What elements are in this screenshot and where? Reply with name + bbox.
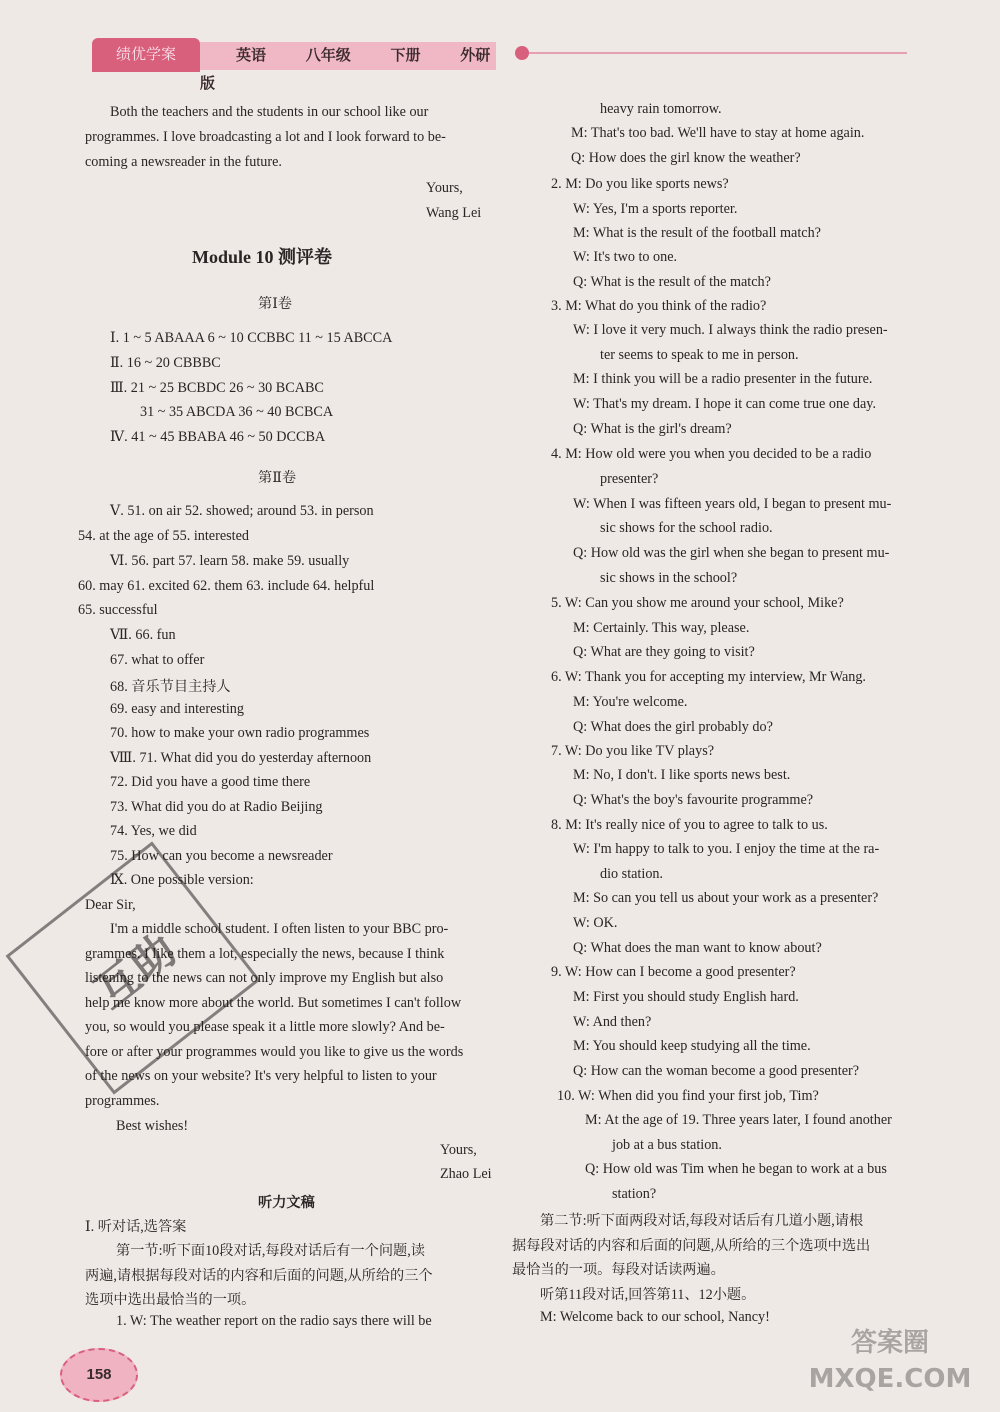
- left-text-line: 68. 音乐节目主持人: [110, 679, 231, 695]
- right-text-line: 2. M: Do you like sports news?: [551, 176, 729, 192]
- left-text-line: Module 10 测评卷: [192, 247, 333, 267]
- left-text-line: programmes. I love broadcasting a lot and I look forward to be-: [85, 129, 446, 145]
- right-text-line: ter seems to speak to me in person.: [600, 347, 799, 363]
- left-text-line: 54. at the age of 55. interested: [78, 528, 249, 544]
- watermark-corner-icon: 答案圈 MXQE.COM: [808, 1328, 972, 1394]
- right-text-line: W: When I was fifteen years old, I began to present mu-: [573, 496, 892, 512]
- page-number: 158: [60, 1348, 138, 1402]
- left-text-line: 70. how to make your own radio programmes: [110, 725, 370, 741]
- right-text-line: presenter?: [600, 471, 659, 487]
- left-text-line: 65. successful: [78, 602, 158, 618]
- left-text-line: 第Ⅱ卷: [258, 470, 297, 486]
- left-text-line: 31 ~ 35 ABCDA 36 ~ 40 BCBCA: [140, 404, 334, 420]
- right-text-line: station?: [612, 1186, 657, 1202]
- header-rule: [529, 52, 907, 54]
- left-text-line: Ⅷ. 71. What did you do yesterday afternoon: [110, 750, 372, 766]
- left-text-line: 选项中选出最恰当的一项。: [85, 1292, 256, 1308]
- right-text-line: Q: How old was the girl when she began to present mu-: [573, 545, 890, 561]
- right-text-line: 4. M: How old were you when you decided to be a radio: [551, 446, 872, 462]
- right-text-line: job at a bus station.: [612, 1137, 722, 1153]
- left-text-line: Best wishes!: [116, 1118, 189, 1134]
- right-text-line: W: And then?: [573, 1014, 652, 1030]
- right-text-line: Q: What is the result of the match?: [573, 274, 771, 290]
- right-text-line: 8. M: It's really nice of you to agree to talk to us.: [551, 817, 828, 833]
- left-text-line: Yours,: [440, 1142, 477, 1158]
- left-text-line: 75. How can you become a newsreader: [110, 848, 333, 864]
- right-text-line: 5. W: Can you show me around your school, Mike?: [551, 595, 844, 611]
- right-text-line: 9. W: How can I become a good presenter?: [551, 964, 796, 980]
- left-text-line: 第一节:听下面10段对话,每段对话后有一个问题,读: [116, 1243, 425, 1259]
- left-text-line: Ⅴ. 51. on air 52. showed; around 53. in person: [110, 503, 374, 519]
- left-text-line: grammes. I like them a lot, especially the news, because I think: [85, 946, 445, 962]
- left-text-line: Ⅰ. 1 ~ 5 ABAAA 6 ~ 10 CCBBC 11 ~ 15 ABCCA: [110, 330, 393, 346]
- header-band: [200, 42, 496, 92]
- left-text-line: programmes.: [85, 1093, 160, 1109]
- left-text-line: help me know more about the world. But sometimes I can't follow: [85, 995, 462, 1011]
- right-text-line: W: OK.: [573, 915, 618, 931]
- right-text-line: W: It's two to one.: [573, 249, 678, 265]
- left-text-line: Ⅳ. 41 ~ 45 BBABA 46 ~ 50 DCCBA: [110, 429, 326, 445]
- left-text-line: Ⅵ. 56. part 57. learn 58. make 59. usually: [110, 553, 350, 569]
- right-text-line: Q: How can the woman become a good presenter?: [573, 1063, 860, 1079]
- right-text-line: Q: What is the girl's dream?: [573, 421, 732, 437]
- left-text-line: 73. What did you do at Radio Beijing: [110, 799, 323, 815]
- left-text-line: Both the teachers and the students in our school like our: [110, 104, 429, 120]
- right-text-line: 第二节:听下面两段对话,每段对话后有几道小题,请根: [540, 1213, 864, 1229]
- header-volume: 下册: [390, 48, 421, 64]
- right-text-line: dio station.: [600, 866, 664, 882]
- left-text-line: 1. W: The weather report on the radio says there will be: [116, 1313, 432, 1329]
- left-text-line: 60. may 61. excited 62. them 63. include 64. helpful: [78, 578, 375, 594]
- right-text-line: heavy rain tomorrow.: [600, 101, 722, 117]
- left-text-line: Ⅰ. 听对话,选答案: [85, 1219, 187, 1235]
- right-text-line: W: I love it very much. I always think the radio presen-: [573, 322, 888, 338]
- left-text-line: fore or after your programmes would you like to give us the words: [85, 1044, 464, 1060]
- left-text-line: of the news on your website? It's very helpful to listen to your: [85, 1068, 437, 1084]
- right-text-line: M: No, I don't. I like sports news best.: [573, 767, 791, 783]
- left-text-line: 74. Yes, we did: [110, 823, 197, 839]
- left-text-line: 听力文稿: [258, 1195, 315, 1211]
- left-text-line: you, so would you please speak it a little more slowly? And be-: [85, 1019, 445, 1035]
- right-text-line: Q: What does the girl probably do?: [573, 719, 773, 735]
- left-text-line: Ⅲ. 21 ~ 25 BCBDC 26 ~ 30 BCABC: [110, 380, 324, 396]
- header-grade: 八年级: [305, 48, 351, 64]
- right-text-line: Q: What are they going to visit?: [573, 644, 755, 660]
- header-subject: 英语: [236, 48, 267, 64]
- right-text-line: M: I think you will be a radio presenter in the future.: [573, 371, 873, 387]
- left-text-line: 69. easy and interesting: [110, 701, 244, 717]
- right-text-line: M: Welcome back to our school, Nancy!: [540, 1309, 770, 1325]
- right-text-line: sic shows in the school?: [600, 570, 738, 586]
- right-text-line: W: Yes, I'm a sports reporter.: [573, 201, 738, 217]
- right-text-line: M: That's too bad. We'll have to stay at home again.: [571, 125, 865, 141]
- left-text-line: Ⅱ. 16 ~ 20 CBBBC: [110, 355, 221, 371]
- left-text-line: Wang Lei: [426, 205, 482, 221]
- brand-label: 绩优学案: [92, 38, 200, 72]
- left-text-line: 两遍,请根据每段对话的内容和后面的问题,从所给的三个: [85, 1268, 433, 1284]
- page-header: [0, 38, 1000, 92]
- left-text-line: 第Ⅰ卷: [258, 296, 292, 312]
- right-text-line: W: I'm happy to talk to you. I enjoy the time at the ra-: [573, 841, 880, 857]
- header-dot-ornament: [515, 46, 529, 60]
- right-text-line: 最恰当的一项。每段对话读两遍。: [512, 1262, 725, 1278]
- right-text-line: 10. W: When did you find your first job, Tim?: [557, 1088, 819, 1104]
- left-text-line: Ⅸ. One possible version:: [110, 872, 254, 888]
- header-edition: 外研版: [200, 48, 491, 92]
- right-text-line: M: You should keep studying all the time.: [573, 1038, 811, 1054]
- right-text-line: M: At the age of 19. Three years later, I found another: [585, 1112, 892, 1128]
- right-text-line: M: First you should study English hard.: [573, 989, 799, 1005]
- right-text-line: 听第11段对话,回答第11、12小题。: [540, 1287, 756, 1303]
- left-text-line: Ⅶ. 66. fun: [110, 627, 176, 643]
- right-text-line: 3. M: What do you think of the radio?: [551, 298, 767, 314]
- left-text-line: coming a newsreader in the future.: [85, 154, 282, 170]
- right-text-line: M: Certainly. This way, please.: [573, 620, 750, 636]
- right-text-line: sic shows for the school radio.: [600, 520, 773, 536]
- right-text-line: 6. W: Thank you for accepting my interview, Mr Wang.: [551, 669, 866, 685]
- left-text-line: 67. what to offer: [110, 652, 205, 668]
- left-text-line: Dear Sir,: [85, 897, 136, 913]
- right-text-line: Q: How old was Tim when he began to work at a bus: [585, 1161, 887, 1177]
- left-text-line: 72. Did you have a good time there: [110, 774, 311, 790]
- right-text-line: W: That's my dream. I hope it can come true one day.: [573, 396, 877, 412]
- right-text-line: Q: How does the girl know the weather?: [571, 150, 801, 166]
- left-text-line: Zhao Lei: [440, 1166, 492, 1182]
- watermark-stamp-icon: 互助: [6, 841, 261, 1094]
- left-text-line: listening to the news can not only improve my English but also: [85, 970, 444, 986]
- right-text-line: M: What is the result of the football match?: [573, 225, 821, 241]
- right-text-line: M: You're welcome.: [573, 694, 688, 710]
- right-text-line: M: So can you tell us about your work as a presenter?: [573, 890, 879, 906]
- left-text-line: Yours,: [426, 180, 463, 196]
- right-text-line: Q: What's the boy's favourite programme?: [573, 792, 814, 808]
- right-text-line: 7. W: Do you like TV plays?: [551, 743, 715, 759]
- left-text-line: I'm a middle school student. I often listen to your BBC pro-: [110, 921, 449, 937]
- right-text-line: 据每段对话的内容和后面的问题,从所给的三个选项中选出: [512, 1238, 871, 1254]
- right-text-line: Q: What does the man want to know about?: [573, 940, 822, 956]
